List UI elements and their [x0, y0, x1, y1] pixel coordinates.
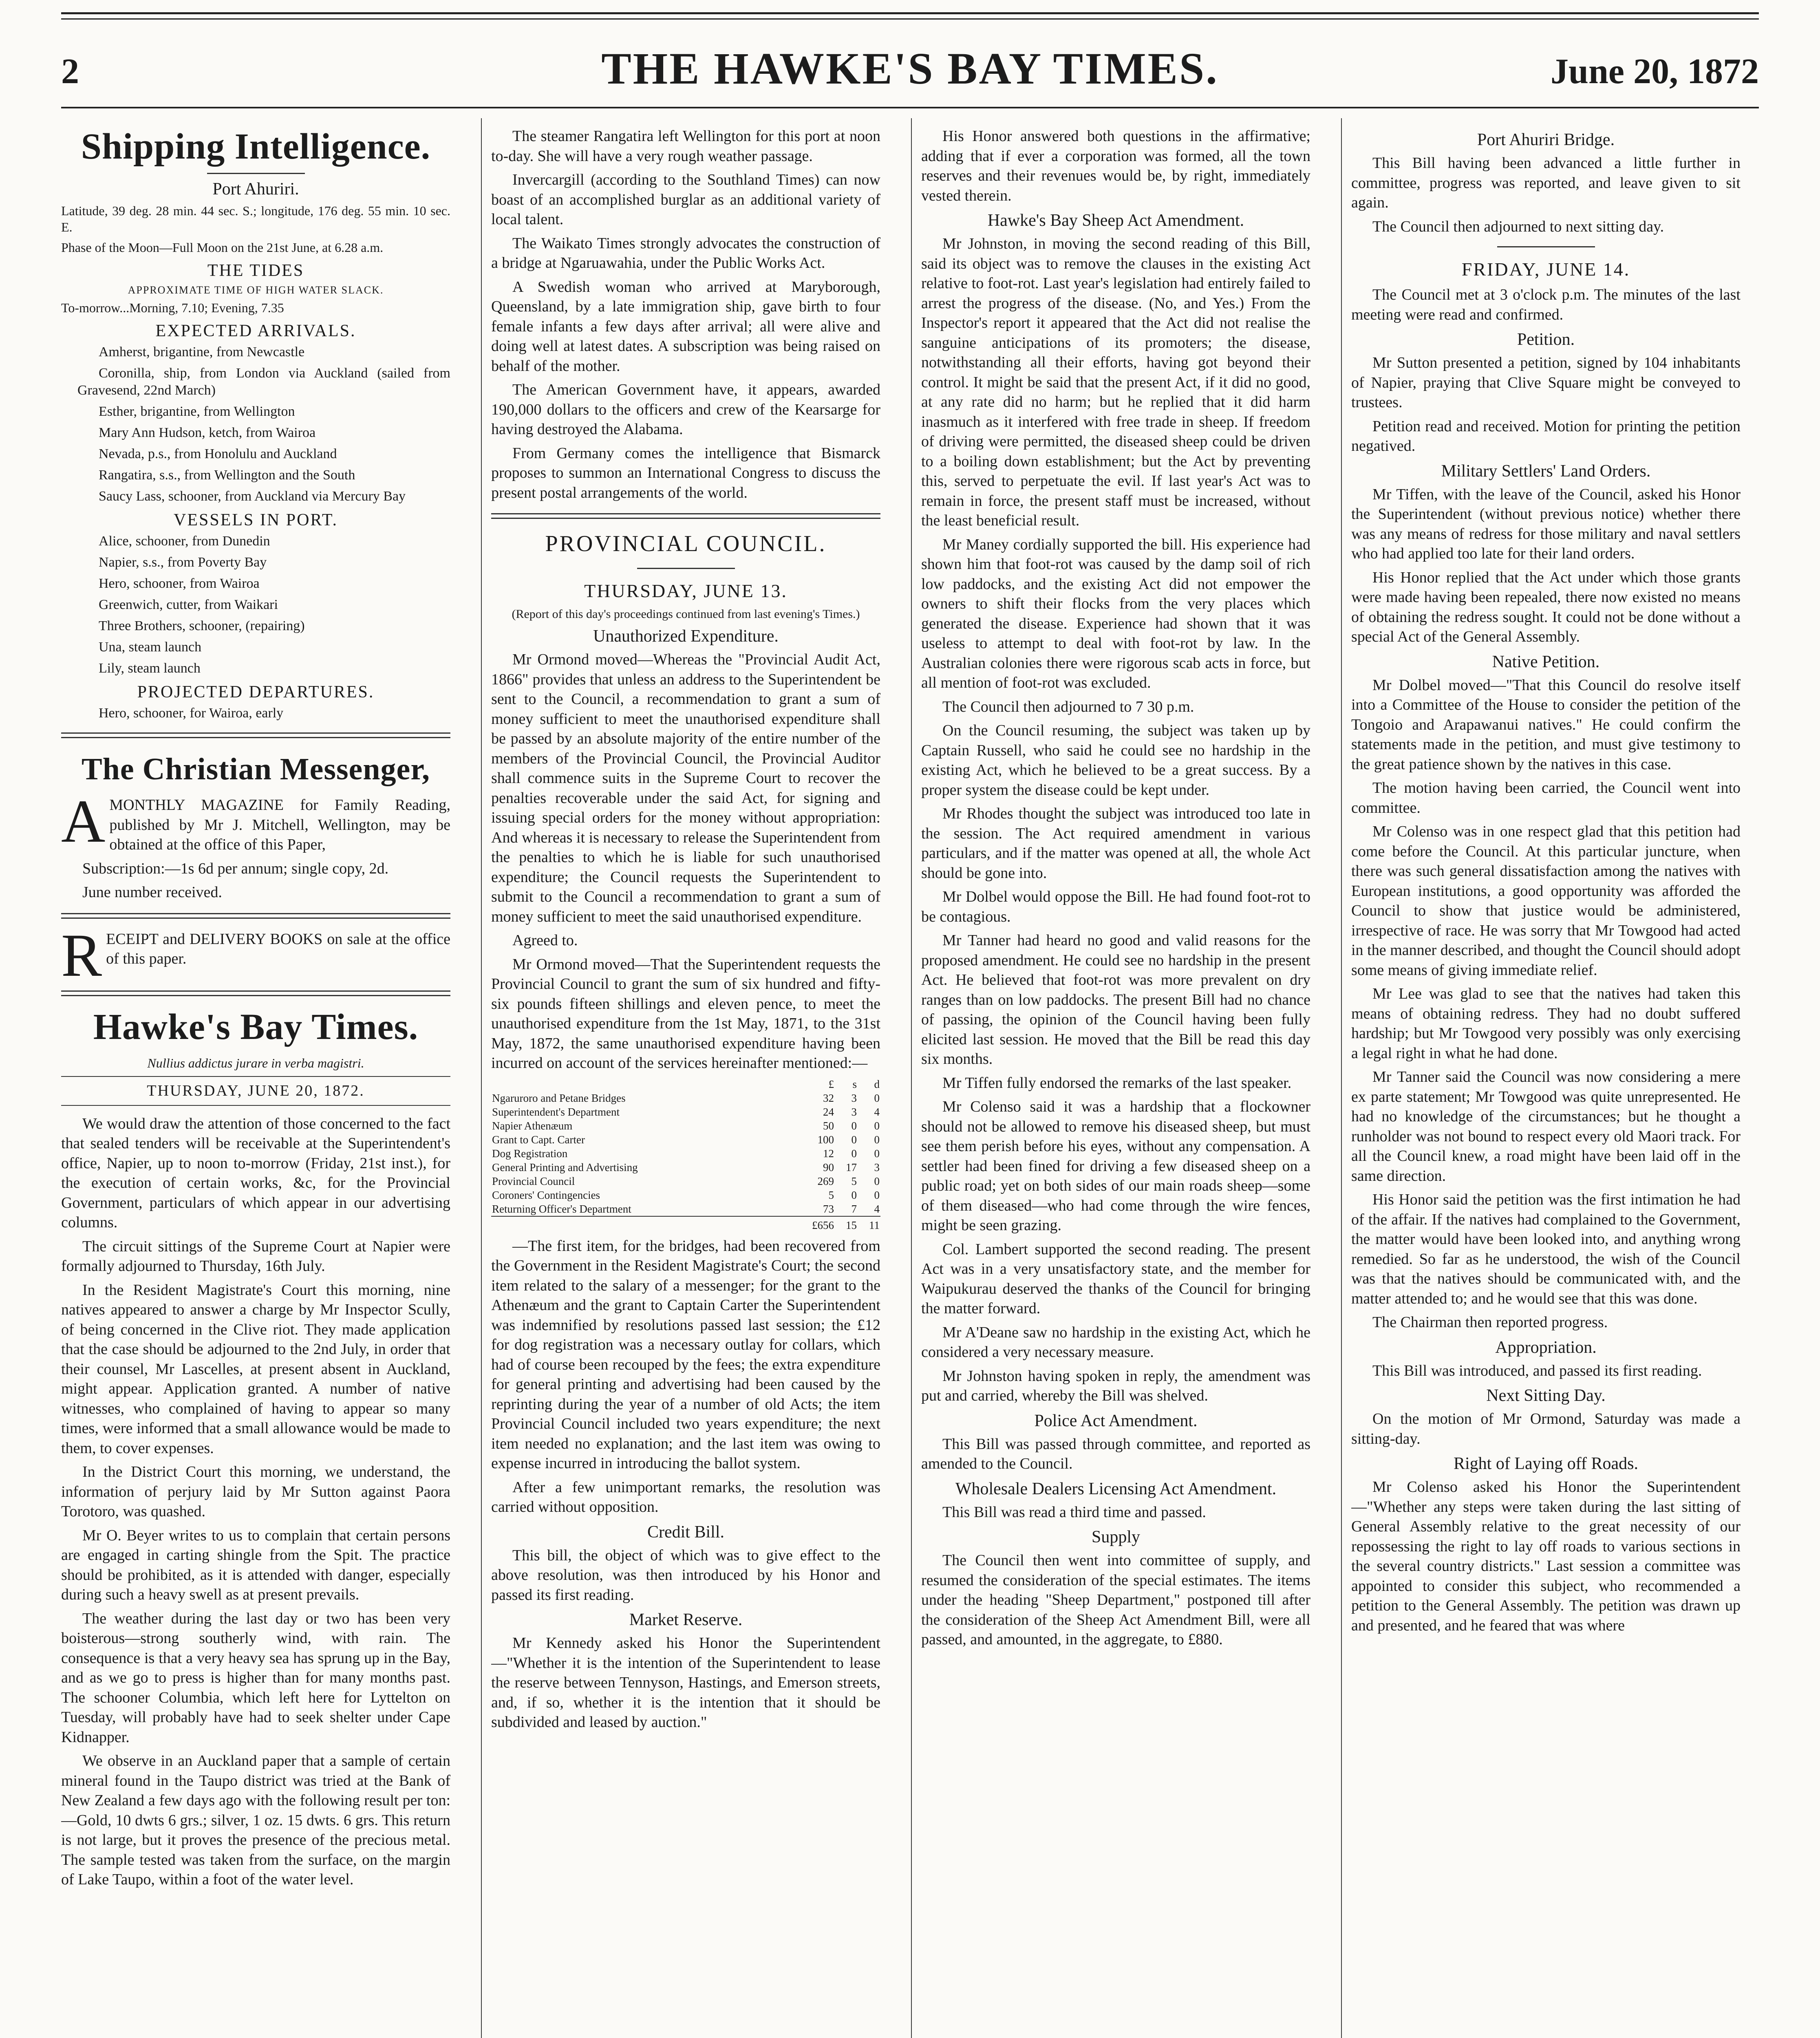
council-heading: PROVINCIAL COUNCIL.	[545, 531, 827, 556]
list-item: Saucy Lass, schooner, from Auckland via Mercury Bay	[99, 489, 406, 504]
report-paragraph: The Council met at 3 o'clock p.m. The minutes of the last meeting were read and confirmed.	[1351, 286, 1741, 323]
section-heading: Police Act Amendment.	[1034, 1411, 1198, 1430]
section-heading: Supply	[1091, 1528, 1141, 1546]
table-row: Coroners' Contingencies 5 0 0	[492, 1189, 880, 1201]
table-row: Grant to Capt. Carter 100 0 0	[492, 1133, 880, 1146]
report-paragraph: The Chairman then reported progress.	[1372, 1314, 1608, 1331]
report-paragraph: This Bill was passed through committee, and reported as amended to the Council.	[921, 1435, 1310, 1472]
table-row: Ngaruroro and Petane Bridges 32 3 0	[492, 1092, 880, 1104]
section-heading: Market Reserve.	[629, 1610, 743, 1629]
messenger-subscription: Subscription:—1s 6d per annum; single copy, 2d.	[82, 860, 389, 877]
report-paragraph: The Council then adjourned to next sitting day.	[1372, 218, 1664, 235]
report-paragraph: This Bill was introduced, and passed its first reading.	[1372, 1362, 1702, 1379]
divider	[1497, 246, 1595, 247]
divider	[61, 1076, 450, 1077]
news-paragraph: In the Resident Magistrate's Court this morning, nine natives appeared to answer a charge by Mr Inspector Scully, of being concerned in the Clive riot. They made application that the case should be adjourned to the 2nd July, in order that their counsel, Mr Lascelles, at present absent in Auckland, might appear. Application granted. A number of native witnesses, who complained of having to appear so many times, were informed that a small allowance would be made to them, to cover expenses.	[61, 1281, 450, 1457]
column-divider	[481, 118, 482, 2038]
messenger-text: MONTHLY MAGAZINE for Family Reading, published by Mr J. Mitchell, Wellington, may be obtained at the office of this Paper,	[109, 796, 450, 853]
report-paragraph: —The first item, for the bridges, had been recovered from the Government in the Resident Magistrate's Court; the second item related to the salary of a messenger; for the grant to the Athenæum and the grant to Captain Carter the Superintendent was indemnified by resolutions passed last session; the £12 for dog registration was a necessary outlay for collars, which had of course been recouped by the fees; the extra expenditure for general printing and advertising had been caused by the reprinting during the year of a number of old Acts; the item Provincial Council included two years expenditure; the next item needed no explanation; and the last item was owing to expense incurred in introducing the ballot system.	[491, 1237, 880, 1472]
report-paragraph: Col. Lambert supported the second reading. The present Act was in a very unsatisfactory state, and the member for Waipukurau deserved the thanks of the Council for bringing the matter forward.	[921, 1240, 1310, 1317]
list-item: Esther, brigantine, from Wellington	[99, 404, 295, 419]
report-paragraph: Mr Tanner had heard no good and valid reasons for the proposed amendment. He could see no hardship in the present Act. He believed that foot-rot was more prevalent on dry ranges than on low paddocks. The present Bill had no chance of passing, the opinion of the Council having been fully elicited last session. He moved that the Bill be read this day six months.	[921, 932, 1310, 1068]
section-heading: Wholesale Dealers Licensing Act Amendment.	[955, 1479, 1277, 1498]
list-item: Greenwich, cutter, from Waikari	[99, 597, 278, 612]
news-paragraph: Mr O. Beyer writes to us to complain that certain persons are engaged in carting shingle from the Spit. The practice should be prohibited, as it is attended with danger, especially during such a heavy swell as at present prevails.	[61, 1526, 450, 1603]
news-paragraph: The weather during the last day or two has been very boisterous—strong southerly wind, with rain. The consequence is that a very heavy sea has sprung up in the Bay, and as we go to press is higher than for many months past. The schooner Columbia, which left here for Lyttelton on Tuesday, will probably have had to seek shelter under Cape Kidnapper.	[61, 1610, 450, 1746]
receipt-advert	[61, 929, 450, 980]
list-item: Rangatira, s.s., from Wellington and the South	[99, 468, 355, 483]
list-item: Hero, schooner, for Wairoa, early	[99, 706, 284, 721]
report-paragraph: Mr Colenso said it was a hardship that a flockowner should not be allowed to remove his diseased sheep, but must see them perish before his eyes, without any compensation. A settler had been fined for driving a few diseased sheep on a public road; yet on both sides of our main roads sheep—some of them diseased—who had come through the wire fences, might be seen grazing.	[921, 1098, 1310, 1234]
news-paragraph: We observe in an Auckland paper that a sample of certain mineral found in the Taupo district was tried at the Bank of New Zealand a few days ago with the following result per ton:—Gold, 10 dwts 6 grs.; silver, 1 oz. 15 dwts. 6 grs. This return is not large, but it proves the presence of the precious metal. The sample tested was taken from the surface, on the margin of Lake Taupo, within a foot of the water level.	[61, 1752, 450, 1888]
section-heading: Petition.	[1517, 330, 1575, 349]
report-paragraph: Mr A'Deane saw no hardship in the existing Act, which he considered a very necessary measure.	[921, 1323, 1310, 1361]
section-divider	[491, 513, 880, 519]
list-item: Una, steam launch	[99, 640, 202, 655]
shipping-heading: Shipping Intelligence.	[81, 126, 431, 167]
receipt-text: ECEIPT and DELIVERY BOOKS on sale at the office of this paper.	[106, 930, 450, 967]
issue-date: June 20, 1872	[1551, 52, 1759, 91]
drop-cap: R	[61, 929, 102, 980]
report-paragraph: This Bill having been advanced a little further in committee, progress was reported, and leave given to sit again.	[1351, 154, 1741, 211]
report-paragraph: Agreed to.	[512, 932, 578, 949]
times-heading: Hawke's Bay Times.	[93, 1006, 419, 1047]
friday-heading: FRIDAY, JUNE 14.	[1461, 259, 1630, 280]
report-paragraph: The Council then went into committee of supply, and resumed the consideration of the special estimates. The items under the heading "Sheep Department," postponed till after the consideration of the Sheep Act Amendment Bill, were all passed, and amounted, in the aggregate, to £880.	[921, 1552, 1310, 1648]
dateline: THURSDAY, JUNE 20, 1872.	[147, 1082, 365, 1099]
list-item: Mary Ann Hudson, ketch, from Wairoa	[99, 425, 316, 440]
column-4	[1351, 126, 1741, 2038]
report-paragraph: His Honor answered both questions in the affirmative; adding that if ever a corporation was formed, all the town reserves and their revenues would be, by right, immediately vested therein.	[921, 128, 1310, 204]
column-2	[491, 126, 880, 2038]
list-item: Alice, schooner, from Dunedin	[99, 534, 270, 549]
news-paragraph: The American Government have, it appears, awarded 190,000 dollars to the officers and crew of the Kearsarge for having destroyed the Alabama.	[491, 381, 880, 438]
table-row: Provincial Council 269 5 0	[492, 1175, 880, 1187]
drop-cap: A	[61, 795, 106, 855]
table-row: Superintendent's Department 24 3 4	[492, 1105, 880, 1118]
column-divider	[1341, 118, 1342, 2038]
port-heading: Port Ahuriri.	[212, 180, 299, 199]
report-paragraph: Mr Dolbel would oppose the Bill. He had found foot-rot to be contagious.	[921, 888, 1310, 925]
report-paragraph: Mr Tanner said the Council was now considering a mere ex parte statement; Mr Towgood was quite unrepresented. He had no knowledge of the circumstances; but he thought a runholder was not bound to respect every old Maori track. For all the Council knew, a road might have been laid off in the same direction.	[1351, 1068, 1741, 1184]
news-paragraph: A Swedish woman who arrived at Maryborough, Queensland, by a late immigration ship, gave birth to four female infants a few days after arrival; all were alive and doing well at latest dates. A subscription was being raised on behalf of the mother.	[491, 278, 880, 375]
divider	[637, 568, 735, 569]
report-paragraph: Mr Lee was glad to see that the natives had taken this means of obtaining redress. They had no doubt suffered hardship; but Mr Towgood very possibly was only exercising a legal right in what he had done.	[1351, 985, 1741, 1062]
expected-arrivals-heading: EXPECTED ARRIVALS.	[155, 322, 356, 340]
report-paragraph: Mr Kennedy asked his Honor the Superintendent—"Whether it is the intention of the Superintendent to lease the reserve between Tennyson, Hastings, and Emerson streets, and, if so, whether it is the intention that it should be subdivided and leased by auction."	[491, 1634, 880, 1731]
divider	[61, 1105, 450, 1106]
messenger-june: June number received.	[82, 884, 222, 901]
report-paragraph: Petition read and received. Motion for printing the petition negatived.	[1351, 417, 1741, 454]
section-heading: Right of Laying off Roads.	[1453, 1454, 1639, 1473]
report-paragraph: On the motion of Mr Ormond, Saturday was made a sitting-day.	[1351, 1410, 1741, 1447]
table-row: Dog Registration 12 0 0	[492, 1147, 880, 1160]
list-item: Lily, steam launch	[99, 661, 201, 676]
divider	[207, 173, 305, 174]
list-item: Hero, schooner, from Wairoa	[99, 576, 260, 591]
section-heading: Appropriation.	[1495, 1338, 1597, 1357]
table-row: Napier Athenæum 50 0 0	[492, 1119, 880, 1132]
messenger-advert	[61, 795, 450, 859]
tides-line: To-morrow...Morning, 7.10; Evening, 7.35	[61, 300, 284, 315]
news-paragraph: The steamer Rangatira left Wellington for this port at noon to-day. She will have a very rough weather passage.	[491, 128, 880, 165]
tides-subheading: APPROXIMATE TIME OF HIGH WATER SLACK.	[128, 284, 384, 296]
section-divider	[61, 913, 450, 919]
report-paragraph: Mr Dolbel moved—"That this Council do resolve itself into a Committee of the House to consider the petition of the Tongoio and Arapawanui natives." He could confirm the statements made in the petition, and must give testimony to the great patience shown by the natives in this case.	[1351, 676, 1741, 773]
motto: Nullius addictus jurare in verba magistri.	[147, 1055, 364, 1070]
section-divider	[61, 990, 450, 996]
report-paragraph: This Bill was read a third time and passed.	[942, 1503, 1206, 1521]
section-heading: Military Settlers' Land Orders.	[1441, 461, 1651, 481]
column-divider	[911, 118, 912, 2038]
news-paragraph: From Germany comes the intelligence that Bismarck proposes to summon an International Congress to discuss the present postal arrangements of the world.	[491, 444, 880, 501]
report-paragraph: Mr Tiffen, with the leave of the Council, asked his Honor the Superintendent (without previous notice) whether there was any means of redress for those military and naval settlers who had applied too late for their land orders.	[1351, 485, 1741, 562]
report-paragraph: Mr Ormond moved—Whereas the "Provincial Audit Act, 1866" provides that unless an address to the Superintendent be sent to the Council, a recommendation to grant a sum of money sufficient to meet the unauthorised expenditure shall be passed by an absolute majority of the entire number of the members of the Provincial Council, the Provincial Auditor shall commence suits in the Supreme Court to recover the penalties recoverable under the said Act, for signing and issuing special orders for the money without appropriation: And whereas it is necessary to release the Superintendent from the penalties to which he is liable for such unauthorised expenditure; the Council requests the Superintendent to submit to the Council a recommendation to grant a sum of money sufficient to meet the said unauthorised expenditure.	[491, 651, 880, 925]
moon-line: Phase of the Moon—Full Moon on the 21st June, at 6.28 a.m.	[61, 240, 384, 255]
table-row: General Printing and Advertising 90 17 3	[492, 1161, 880, 1173]
section-heading: Credit Bill.	[647, 1522, 724, 1542]
list-item: Nevada, p.s., from Honolulu and Auckland	[99, 446, 337, 461]
report-paragraph: Mr Johnston, in moving the second reading of this Bill, said its object was to remove the clauses in the existing Act relative to foot-rot. Last year's legislation had entirely failed to arrest the progress of the disease. (No, and Yes.) From the Inspector's report it appeared that the Act did not realise the sanguine anticipations of its promoters; the disease, notwithstanding all their efforts, having got beyond their control. It might be said that the present Act, if it did no good, at any rate did no harm; but he replied that it did harm inasmuch as it interfered with free trade in sheep. If freedom of driving were permitted, the diseased sheep could be driven to a boiling down establishment; but the Act by preventing this, served to perpetuate the evil. If last year's Act was to remain in force, the present staff must be increased, without the least beneficial result.	[921, 235, 1310, 529]
table-total-row: £656 15 11	[491, 1216, 880, 1232]
report-paragraph: Mr Colenso asked his Honor the Superintendent—"Whether any steps were taken during the last sitting of General Assembly relative to the great necessity of our repossessing the right to lay off roads to various sections in the several country districts." Last session a committee was appointed to consider this subject, who recommended a petition to the General Assembly. The petition was drawn up and presented, and he feared that was where	[1351, 1478, 1741, 1634]
messenger-heading: The Christian Messenger,	[81, 752, 430, 786]
masthead-rule	[61, 107, 1759, 108]
list-item: Napier, s.s., from Poverty Bay	[99, 555, 267, 570]
tides-heading: THE TIDES	[207, 261, 304, 280]
section-heading: Hawke's Bay Sheep Act Amendment.	[987, 211, 1244, 230]
report-paragraph: This bill, the object of which was to give effect to the above resolution, was then introduced by his Honor and passed its first reading.	[491, 1546, 880, 1603]
news-paragraph: In the District Court this morning, we understand, the information of perjury laid by Mr Sutton against Paora Torotoro, was quashed.	[61, 1463, 450, 1520]
news-paragraph: Invercargill (according to the Southland Times) can now boast of an accomplished burglar as an additional variety of local talent.	[491, 171, 880, 228]
expenditure-table	[491, 1077, 880, 1232]
latitude-line: Latitude, 39 deg. 28 min. 44 sec. S.; longitude, 176 deg. 55 min. 10 sec. E.	[61, 203, 450, 234]
masthead	[61, 39, 1759, 96]
report-paragraph: On the Council resuming, the subject was taken up by Captain Russell, who said he could see no hardship in the existing Act, which he believed to be a great success. By a proper system the disease could be kept under.	[921, 722, 1310, 798]
report-paragraph: His Honor replied that the Act under which those grants were made having been repealed, there now existed no means of obtaining the redress sought. It could not be done without a special Act of the General Assembly.	[1351, 569, 1741, 645]
report-paragraph: Mr Sutton presented a petition, signed by 104 inhabitants of Napier, praying that Clive Square might be conveyed to trustees.	[1351, 354, 1741, 411]
report-paragraph: Mr Colenso was in one respect glad that this petition had come before the Council. At this particular juncture, when there was such general dissatisfaction among the natives with European institutions, a good opportunity was afforded the Council to show that justice would be administered, irrespective of race. He was sorry that Mr Towgood had acted in the manner described, and thought the Council should adopt some means of giving immediate relief.	[1351, 823, 1741, 979]
list-item: Three Brothers, schooner, (repairing)	[99, 618, 305, 633]
list-item: Amherst, brigantine, from Newcastle	[99, 344, 305, 360]
report-paragraph: Mr Tiffen fully endorsed the remarks of the last speaker.	[942, 1074, 1292, 1092]
page-number: 2	[61, 52, 79, 91]
table-header: £ s d	[828, 1078, 880, 1090]
table-row: Returning Officer's Department 73 7 4	[492, 1202, 880, 1215]
vessels-in-port-heading: VESSELS IN PORT.	[174, 511, 338, 529]
report-paragraph: Mr Ormond moved—That the Superintendent requests the Provincial Council to grant the sum of six hundred and fifty-six pounds fifteen shillings and eleven pence, to meet the unauthorised expenditure from the 1st May, 1871, to the 31st May, 1872, the same unauthorised expenditure having been incurred on account of the services hereinafter mentioned:—	[491, 955, 880, 1072]
report-paragraph: Mr Johnston having spoken in reply, the amendment was put and carried, whereby the Bill was shelved.	[921, 1367, 1310, 1404]
news-paragraph: The circuit sittings of the Supreme Court at Napier were formally adjourned to Thursday, 16th July.	[61, 1237, 450, 1275]
section-divider	[61, 732, 450, 738]
top-rule	[61, 12, 1759, 20]
section-heading: Port Ahuriri Bridge.	[1477, 130, 1615, 149]
section-heading: Unauthorized Expenditure.	[593, 627, 779, 646]
column-1	[61, 126, 450, 2038]
report-paragraph: The motion having been carried, the Council went into committee.	[1351, 779, 1741, 816]
section-heading: Native Petition.	[1492, 652, 1600, 671]
list-item: Coronilla, ship, from London via Auckland (sailed from Gravesend, 22nd March)	[77, 366, 450, 398]
column-3	[921, 126, 1310, 2038]
news-paragraph: The Waikato Times strongly advocates the construction of a bridge at Ngaruawahia, under the Public Works Act.	[491, 234, 880, 271]
report-paragraph: Mr Rhodes thought the subject was introduced too late in the session. The Act required amendment in various particulars, and if the matter was opened at all, the whole Act should be gone into.	[921, 805, 1310, 882]
report-paragraph: After a few unimportant remarks, the resolution was carried without opposition.	[491, 1478, 880, 1515]
section-heading: Next Sitting Day.	[1486, 1386, 1606, 1405]
council-note: (Report of this day's proceedings continued from last evening's Times.)	[512, 607, 860, 621]
newspaper-title: THE HAWKE'S BAY TIMES.	[601, 44, 1219, 93]
council-day: THURSDAY, JUNE 13.	[584, 580, 788, 601]
report-paragraph: The Council then adjourned to 7 30 p.m.	[942, 698, 1194, 715]
report-paragraph: His Honor said the petition was the first intimation he had of the affair. If the natives had complained to the Government, the matter would have been looked into, and anything wrong remedied. So far as he understood, the wish of the Council was that the natives should be communicated with, and the matter attended to; and he would see that this was done.	[1351, 1191, 1741, 1307]
report-paragraph: Mr Maney cordially supported the bill. His experience had shown him that foot-rot was caused by the damp soil of rich low paddocks, and the existing Act did not empower the owners to shift their flocks from the very places which generated the disease. Experience had shown that it was useless to attempt to deal with foot-rot by law. In the Australian colonies there were rigorous scab acts in force, but all mention of foot-rot was excluded.	[921, 536, 1310, 691]
news-paragraph: We would draw the attention of those concerned to the fact that sealed tenders will be receivable at the Superintendent's office, Napier, up to noon to-morrow (Friday, 21st inst.), for the execution of certain works, &c, for the Provincial Government, particulars of which appear in our advertising columns.	[61, 1115, 450, 1231]
departures-heading: PROJECTED DEPARTURES.	[137, 683, 375, 701]
